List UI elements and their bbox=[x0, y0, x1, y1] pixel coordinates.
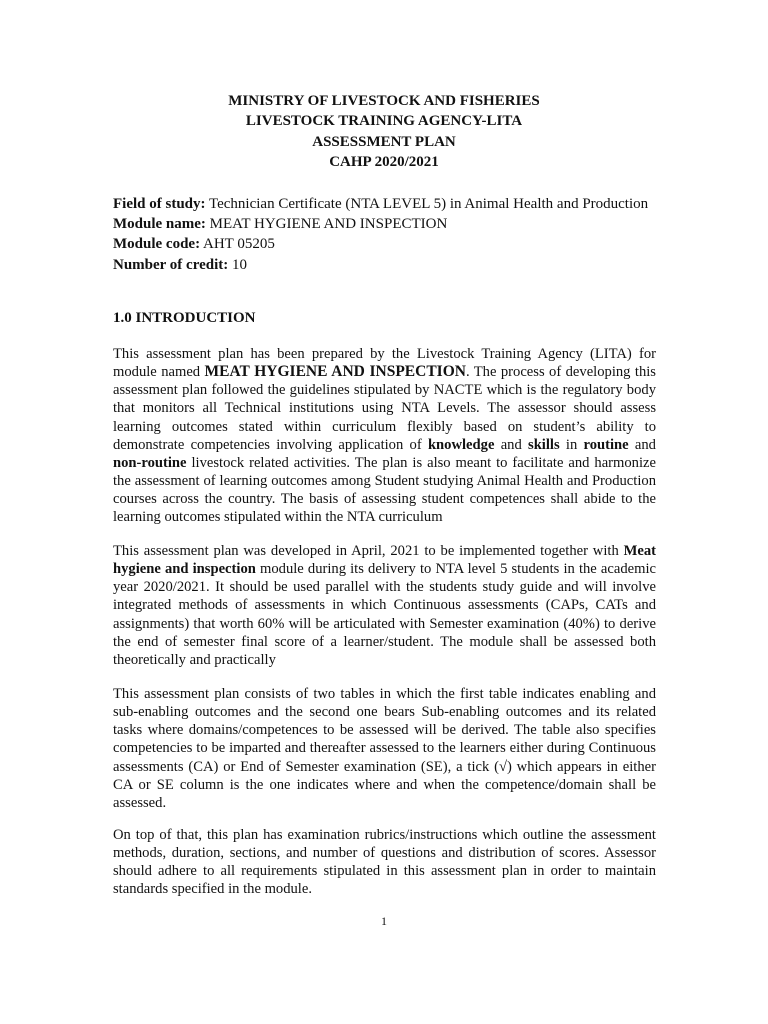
field-of-study-label: Field of study: bbox=[113, 196, 206, 212]
para1-text-2: . The process of developing this assessment plan followed the guidelines stipulated by NACTE which is the regulatory body that monitors all Technical institutions using NTA Levels. The assessor should assess learning outcomes stated within curriculum flexibly based on student’s ability to demonstrate competencies involving application of bbox=[113, 364, 656, 453]
introduction-paragraph-2 bbox=[113, 542, 656, 669]
introduction-paragraph-3: This assessment plan consists of two tables in which the first table indicates enabling and sub-enabling outcomes and the second one bears Sub-enabling outcomes and its related tasks where domains/competences to be assessed will be derived. The table also specifies competencies to be imparted and thereafter assessed to the learners either during Continuous assessments (CA) or End of Semester examination (SE), a tick (√) which appears in either CA or SE column is the one indicates where and when the competence/domain shall be assessed. bbox=[113, 686, 656, 811]
para2-text-1: This assessment plan was developed in April, 2021 to be implemented together with bbox=[113, 543, 624, 559]
credit-value: 10 bbox=[232, 256, 248, 273]
credit-row bbox=[113, 255, 658, 275]
page-number: 1 bbox=[381, 914, 387, 928]
para1-text-3: and bbox=[494, 436, 529, 453]
module-code-value: AHT 05205 bbox=[203, 236, 275, 253]
introduction-paragraph-4: On top of that, this plan has examination rubrics/instructions which outline the assessment methods, duration, sections, and number of questions and distribution of scores. Assessor should adhere to all requirements stipulated in this assessment plan in order to maintain standards specified in the module. bbox=[113, 827, 656, 898]
para1-skills: skills bbox=[528, 436, 560, 453]
para1-text-5: and bbox=[628, 436, 656, 453]
module-name-value: MEAT HYGIENE AND INSPECTION bbox=[209, 216, 448, 233]
ministry-title: MINISTRY OF LIVESTOCK AND FISHERIES bbox=[228, 93, 540, 109]
field-of-study-row bbox=[113, 194, 658, 214]
agency-title: LIVESTOCK TRAINING AGENCY-LITA bbox=[245, 113, 523, 130]
para1-routine: routine bbox=[583, 436, 629, 453]
section-heading: 1.0 INTRODUCTION bbox=[113, 310, 256, 326]
para2-text-2: module during its delivery to NTA level 5 students in the academic year 2020/2021. It should be used parallel with the students study guide and will involve integrated methods of assessments in which Continuous assessments (CAPs, CATs and assignments) that worth 60% will be articulated with Semester examination (40%) to derive the end of semester final score of a learner/student. The module shall be assessed both theoretically and practically bbox=[113, 561, 656, 668]
module-code-label: Module code: bbox=[113, 236, 201, 253]
para1-text-1: This assessment plan has been prepared by the Livestock Training Agency (LITA) for module named bbox=[113, 346, 656, 381]
field-of-study-value: Technician Certificate (NTA LEVEL 5) in Animal Health and Production bbox=[209, 196, 649, 212]
module-details bbox=[113, 194, 658, 275]
para1-text-4: in bbox=[559, 436, 584, 453]
para1-module-name: MEAT HYGIENE AND INSPECTION bbox=[204, 363, 466, 381]
programme-title: CAHP 2020/2021 bbox=[329, 153, 439, 170]
module-name-row bbox=[113, 214, 658, 234]
introduction-paragraph-1 bbox=[113, 345, 656, 527]
module-code-row bbox=[113, 234, 658, 254]
para1-non-routine: non-routine bbox=[113, 454, 187, 471]
module-name-label: Module name: bbox=[113, 216, 206, 233]
para1-text-6: livestock related activities. The plan is also meant to facilitate and harmonize the assessment of learning outcomes among Student studying Animal Health and Production courses across the country. The basis of assessing student competences shall abide to the learning outcomes stipulated within the NTA curriculum bbox=[113, 454, 656, 526]
para2-module-name: Meat hygiene and inspection bbox=[113, 543, 656, 578]
document-header bbox=[0, 91, 768, 172]
para1-knowledge: knowledge bbox=[427, 436, 495, 453]
credit-label: Number of credit: bbox=[113, 256, 229, 273]
plan-title: ASSESSMENT PLAN bbox=[312, 133, 456, 150]
